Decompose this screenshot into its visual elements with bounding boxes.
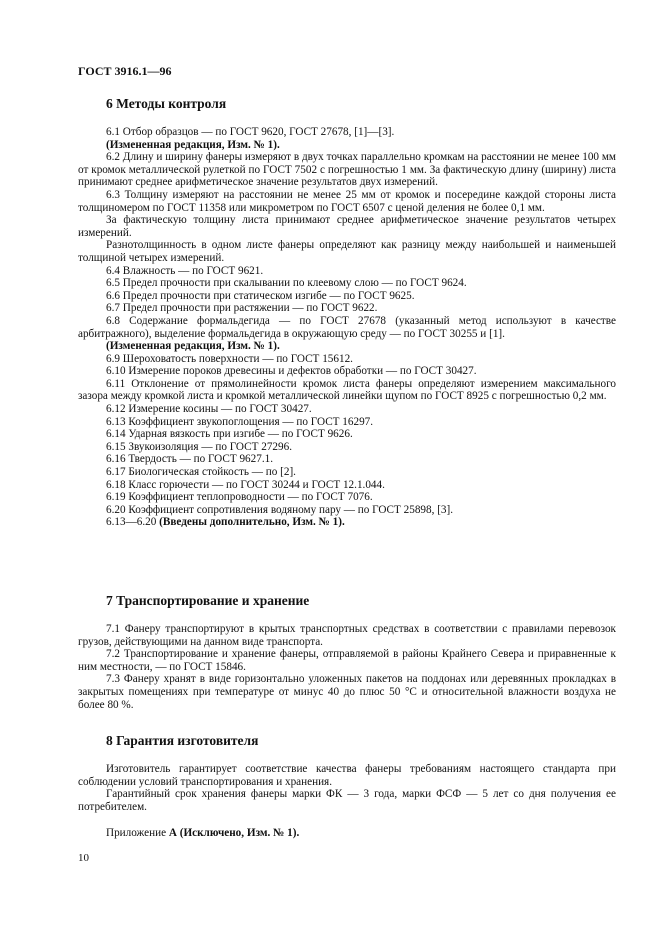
paragraph-7-2: 7.2 Транспортирование и хранение фанеры, отправляемой в районы Крайнего Севера и приравненные к ним местности, — по ГОСТ 15846. <box>78 648 616 673</box>
paragraph-6-5: 6.5 Предел прочности при скалывании по клеевому слою — по ГОСТ 9624. <box>106 277 467 290</box>
paragraph-6-20: 6.20 Коэффициент сопротивления водяному пару — по ГОСТ 25898, [3]. <box>106 503 454 516</box>
paragraph-6-15: 6.15 Звукоизоляция — по ГОСТ 27296. <box>106 440 292 453</box>
paragraph-7-3: 7.3 Фанеру хранят в виде горизонтально уложенных пакетов на поддонах или деревянных прокладках в закрытых помещениях при температуре от минус 40 до плюс 50 °С и относительной влажности воздуха не более 80 %. <box>78 673 616 711</box>
section-6-body <box>78 126 616 529</box>
section-6-heading: 6 Методы контроля <box>106 96 227 111</box>
paragraph-6-18: 6.18 Класс горючести — по ГОСТ 30244 и ГОСТ 12.1.044. <box>106 478 385 491</box>
paragraph-6-14: 6.14 Ударная вязкость при изгибе — по ГОСТ 9626. <box>106 428 353 441</box>
amendment-note: (Измененная редакция, Изм. № 1). <box>106 340 280 353</box>
section-7-body <box>78 623 616 711</box>
paragraph-6-13: 6.13 Коэффициент звукопоглощения — по ГОСТ 16297. <box>106 415 374 428</box>
paragraph-6-10: 6.10 Измерение пороков древесины и дефектов обработки — по ГОСТ 30427. <box>106 365 477 378</box>
paragraph-7-1: 7.1 Фанеру транспортируют в крытых транспортных средствах в соответствии с правилами перевозок грузов, действующими на данном виде транспорта. <box>78 623 616 648</box>
amendment-note-6-13-6-20 <box>78 516 616 529</box>
note-text: (Введены дополнительно, Изм. № 1). <box>159 516 345 529</box>
paragraph-8-1: Изготовитель гарантирует соответствие качества фанеры требованиям настоящего стандарта при соблюдении условий транспортирования и хранения. <box>78 763 616 788</box>
paragraph-6-17: 6.17 Биологическая стойкость — по [2]. <box>106 466 296 479</box>
section-8-heading: 8 Гарантия изготовителя <box>106 733 259 748</box>
paragraph-6-6: 6.6 Предел прочности при статическом изгибе — по ГОСТ 9625. <box>106 289 415 302</box>
appendix-label: Приложение <box>106 827 169 840</box>
page-number: 10 <box>78 852 89 864</box>
paragraph-6-7: 6.7 Предел прочности при растяжении — по ГОСТ 9622. <box>106 302 378 315</box>
paragraph-6-12: 6.12 Измерение косины — по ГОСТ 30427. <box>106 403 312 416</box>
paragraph-6-3-variation: Разнотолщинность в одном листе фанеры определяют как разницу между наибольшей и наименьшей толщиной четырех измерений. <box>78 239 616 264</box>
paragraph-6-19: 6.19 Коэффициент теплопроводности — по ГОСТ 7076. <box>106 491 373 504</box>
section-8-body <box>78 763 616 840</box>
paragraph-6-3: 6.3 Толщину измеряют на расстоянии не менее 25 мм от кромок и посередине каждой стороны листа толщиномером по ГОСТ 11358 или микрометром по ГОСТ 6507 с ценой деления не более 0,1 мм. <box>78 188 616 214</box>
paragraph-6-3-thickness: За фактическую толщину листа принимают среднее арифметическое значение результатов четырех измерений. <box>78 214 616 239</box>
section-7-heading: 7 Транспортирование и хранение <box>106 593 310 608</box>
paragraph-6-9: 6.9 Шероховатость поверхности — по ГОСТ 15612. <box>106 352 353 365</box>
paragraph-6-11: 6.11 Отклонение от прямолинейности кромок листа фанеры определяют измерением максимального зазора между кромкой листа и кромкой металлической линейки щупом по ГОСТ 8925 с погрешностью 0,2 мм. <box>78 377 616 403</box>
note-range: 6.13—6.20 <box>106 516 160 529</box>
amendment-note: (Измененная редакция, Изм. № 1). <box>106 138 280 151</box>
appendix-note <box>78 827 616 840</box>
paragraph-6-1: 6.1 Отбор образцов — по ГОСТ 9620, ГОСТ 27678, [1]—[3]. <box>106 126 395 138</box>
paragraph-6-16: 6.16 Твердость — по ГОСТ 9627.1. <box>106 453 274 466</box>
appendix-status: А (Исключено, Изм. № 1). <box>168 827 300 840</box>
paragraph-6-4: 6.4 Влажность — по ГОСТ 9621. <box>106 264 264 277</box>
paragraph-6-8: 6.8 Содержание формальдегида — по ГОСТ 27678 (указанный метод используют в качестве арбитражного), выделение формальдегида в окружающую среду — по ГОСТ 30255 и [1]. <box>78 314 616 340</box>
paragraph-8-2: Гарантийный срок хранения фанеры марки ФК — 3 года, марки ФСФ — 5 лет со дня получения ее потребителем. <box>78 788 616 813</box>
paragraph-6-2: 6.2 Длину и ширину фанеры измеряют в двух точках параллельно кромкам на расстоянии не менее 100 мм от кромок металлической рулеткой по ГОСТ 7502 с погрешностью 1 мм. За фактическую длину (ширину) листа принимают среднее арифметическое значение результатов двух измерений. <box>78 151 616 189</box>
document-header: ГОСТ 3916.1—96 <box>78 64 172 78</box>
